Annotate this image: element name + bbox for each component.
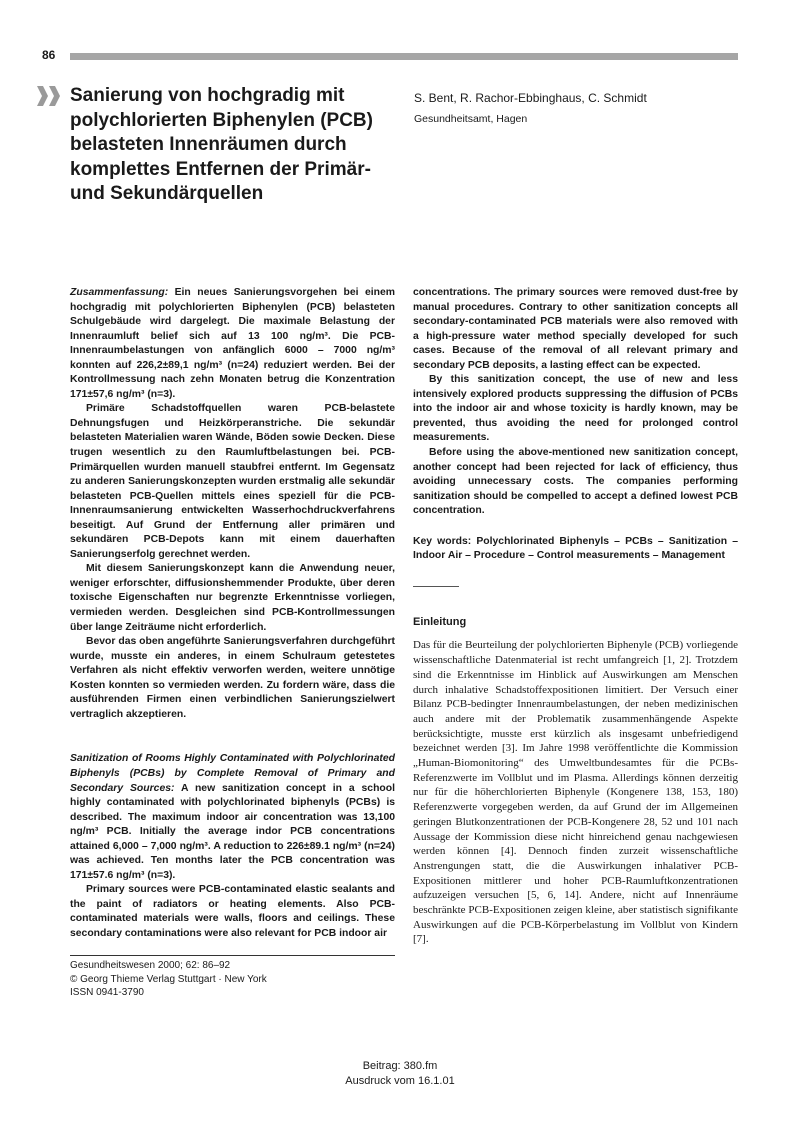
english-abstract-paragraph: concentrations. The primary sources were removed dust-free by manual procedures. Contrary to other sanitization concepts all secondary-contaminated PCB materials were also removed with a high-pressure water method specially developed for such cases. Because of the removal of all relevant primary and secondary PCB deposits, a lasting effect can be expected. <box>413 287 738 371</box>
introduction-text: Das für die Beurteilung der polychlorierten Biphenyle (PCB) vorliegende wissenschaftliche Datenmaterial ist recht umfangreich [1, 2]. Trotzdem sind die Erkenntnisse im Hinblick auf Auswirkungen am Menschen durch inhalative Schadstoffexpositionen limitiert. Der Versuch einer Bilanz PCB-bedingter Innenraumbelastungen, der neben medizinischen auch andere mit der Problematik zusammenhängende Aspekte berücksichtigte, musste erst kürzlich als insgesamt unbefriedigend bezeichnet werden [3]. Im Jahre 1998 veröffentlichte die Kommission „Human-Biomonitoring“ des Umweltbundesamtes für die PCBs-Referenzwerte im Vollblut und im Plasma. Allerdings können derzeitig nur für die höherchlorierten Biphenyle (Kongenere 138, 153, 180) Referenzwerte vorgegeben werden, da auf Grund der im Allgemeinen geringen Blutkonzentrationen der PCB-Kongenere 28, 52 und 101 nach Aussage der Kommission diese nicht hinreichend genau nachgewiesen werden können [4]. Dennoch finden zurzeit wissenschaftliche Anstrengungen statt, die die Auswirkungen inhalativer PCB-Expositionen mittlerer und hoher PCB-Raumluftkonzentrationen aufzuzeigen versuchen [5, 6, 14]. Andere, nicht auf Innenräume beschränkte PCB-Expositionen zeigen kleine, aber statistisch signifikante Auswirkungen auf die PCB-Körperbelastung im Vollblut von Kindern [7]. <box>413 639 738 946</box>
article-title: Sanierung von hochgradig mit polychlorierten Biphenylen (PCB) belasteten Innenräumen durch komplettes Entfernen der Primär- und Sekundärquellen <box>70 85 373 204</box>
authors: S. Bent, R. Rachor-Ebbinghaus, C. Schmidt <box>414 91 647 105</box>
footer-ausdruck: Ausdruck vom 16.1.01 <box>345 1074 455 1087</box>
abstract-left-column <box>70 286 395 942</box>
issn: ISSN 0941-3790 <box>70 987 144 998</box>
footer-beitrag: Beitrag: 380.fm <box>362 1060 438 1072</box>
zusammenfassung-label: Zusammenfassung: <box>70 287 169 298</box>
zusammenfassung-paragraph: Mit diesem Sanierungskonzept kann die Anwendung neuer, weniger erforschter, diffusionshemmender Produkte, über deren toxische Eigenschaften nur begrenzte Erkenntnisse vorliegen, vermieden werden. Desgleichen sind PCB-Kontrollmessungen über lange Zeiträume nicht erforderlich. <box>70 563 395 633</box>
double-chevron-icon <box>36 84 64 108</box>
english-abstract-paragraph: Sanitization of Rooms Highly Contaminated with Polychlorinated Biphenyls (PCBs) by Complete Removal of Primary and Secondary Sources: A new sanitization concept in a school highly contaminated with polychlorinated biphenyls (PCBs) is described. The maximum indoor air concentration was 13,100 ng/m³ PCB. Initially the average indor PCB concentrations attained 6,000 – 7,000 ng/m³. A reduction to 226±89.1 ng/m³ (n=24) was achieved. Ten months later the PCB concentration was 171±57.6 ng/m³ (n=3). <box>70 753 395 881</box>
english-abstract-paragraph: Primary sources were PCB-contaminated elastic sealants and the paint of radiators or heating elements. Also PCB-contaminated materials were walls, floors and ceilings. These secondary contaminations were also relevant for PCB indoor air <box>70 884 395 939</box>
english-abstract-title: Sanitization of Rooms Highly Contaminated with Polychlorinated Biphenyls (PCBs) by Complete Removal of Primary and Secondary Sources: <box>70 753 395 794</box>
citation-block <box>70 955 395 1000</box>
zusammenfassung-paragraph: Zusammenfassung: Ein neues Sanierungsvorgehen bei einem hochgradig mit polychlorierten Biphenylen (PCB) belasteten Schulgebäude wird dargelegt. Die maximale Belastung der Innenraumluft belief sich auf 13 100 ng/m³. Die PCB-Innenraumbelastungen von anfänglich 6000 – 7000 ng/m³ konnten auf 226,2±89,1 ng/m³ (n=24) reduziert werden. Bei der Kontrollmessung nach zehn Monaten betrug die Konzentration 171±57,6 ng/m³ (n=3). <box>70 287 395 400</box>
abstract-right-column <box>413 286 738 947</box>
zusammenfassung-paragraph: Primäre Schadstoffquellen waren PCB-belastete Dehnungsfugen und Heizkörperanstriche. Die sekundär belasteten Materialien waren Wände, Böden sowie Decken. Diese trugen wesentlich zu den Raumluftbelastungen bei. PCB-Primärquellen wurden manuell staubfrei entfernt. Im Gegensatz zu anderen Sanierungskonzepten wurden erstmalig alle sekundär belasteten PCB-Quellen mittels eines speziell für die PCB-Innenraumsanierung entwickelten Wasserhochdruckverfahrens beseitigt. Auf Grund der Entfernung aller primären und sekundären PCB-Depots kann mit einem dauerhaften Sanierungserfolg gerechnet werden. <box>70 403 395 560</box>
introduction-heading: Einleitung <box>413 615 467 628</box>
section-divider <box>413 586 459 587</box>
keywords-label: Key words: <box>413 535 472 547</box>
english-abstract-paragraph: Before using the above-mentioned new sanitization concept, another concept had been rejected for lack of efficiency, thus avoiding unnecessary costs. The companies performing sanitization should be compelled to accept a defined lowest PCB concentration. <box>413 447 738 517</box>
publisher: © Georg Thieme Verlag Stuttgart · New York <box>70 973 267 985</box>
print-footer <box>0 1059 800 1088</box>
page-number: 86 <box>42 48 56 62</box>
zusammenfassung-paragraph: Bevor das oben angeführte Sanierungsverfahren durchgeführt wurde, musste ein anderes, in einem Schulraum getestetes Verfahren als nicht effektiv verworfen werden, weitere unnötige Kosten konnten so vermieden werden. Zu fordern wäre, dass die ausführenden Firmen einen verbindlichen Sanierungszielwert vertraglich akzeptieren. <box>70 636 395 720</box>
affiliation: Gesundheitsamt, Hagen <box>414 113 528 125</box>
keywords: Key words: Polychlorinated Biphenyls – PCBs – Sanitization – Indoor Air – Procedure – Control measurements – Management <box>413 535 738 562</box>
header-rule <box>70 53 738 60</box>
journal-citation: Gesundheitswesen 2000; 62: 86–92 <box>70 960 231 971</box>
english-abstract-paragraph: By this sanitization concept, the use of new and less intensively explored products suppressing the diffusion of PCBs into the indoor air and whose toxicity is hardly known, may be prevented, thus avoiding the need for prolonged control measurements. <box>413 374 738 444</box>
